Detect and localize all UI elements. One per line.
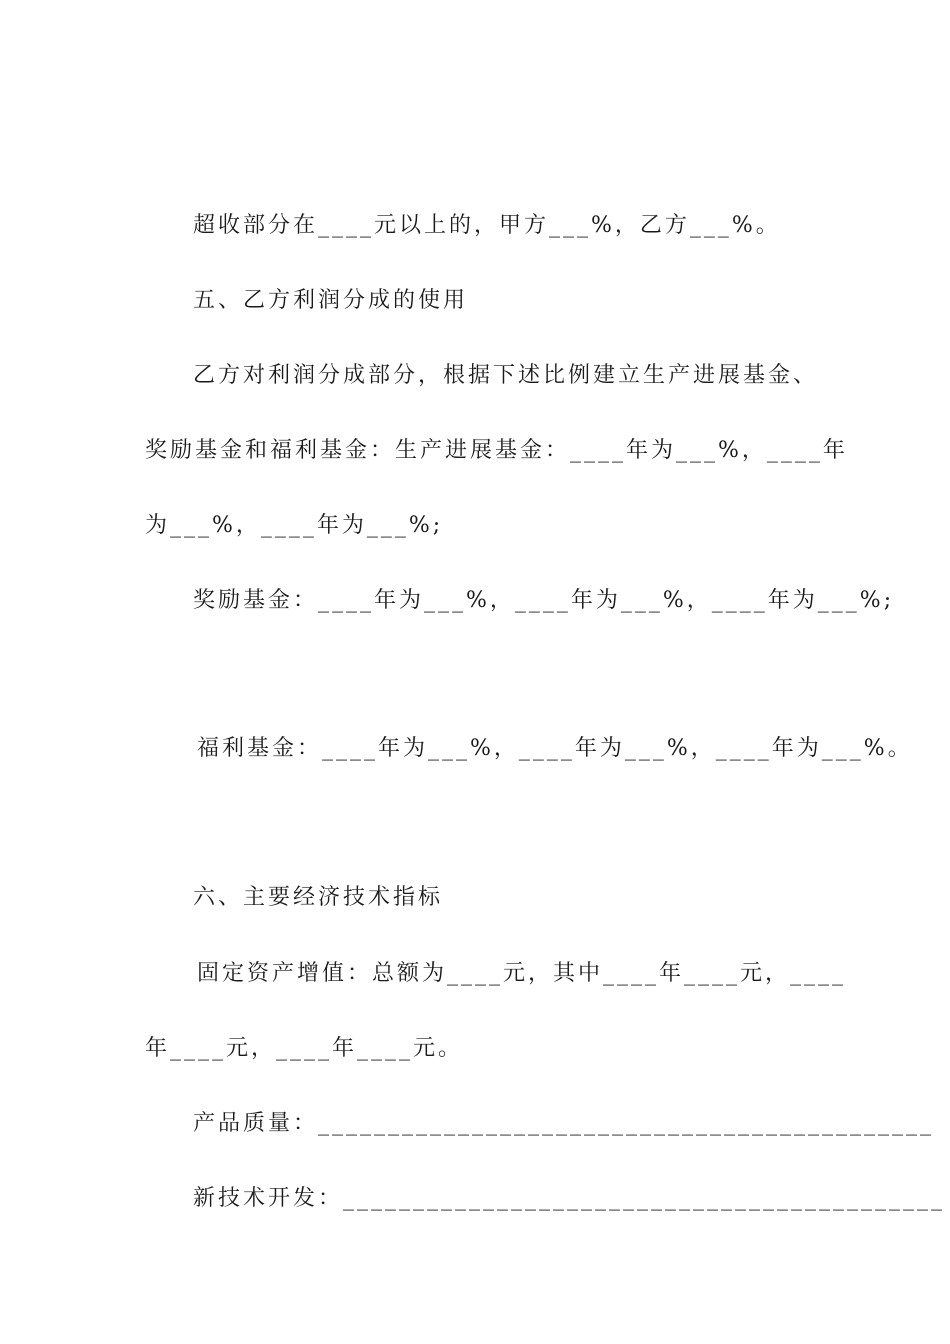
text-line-reward-fund: 奖励基金：____年为___%，____年为___%，____年为___%; xyxy=(193,588,895,613)
text-line-production-fund: 奖励基金和福利基金：生产进展基金：____年为___%，____年 xyxy=(145,438,848,463)
text-line-fixed-assets: 固定资产增值：总额为____元，其中____年____元，____ xyxy=(197,961,847,986)
text-line-product-quality: 产品质量：____________________________________________ xyxy=(193,1111,935,1136)
text-line-profit-usage: 乙方对利润分成部分，根据下述比例建立生产进展基金、 xyxy=(193,363,819,388)
text-line-production-fund-cont: 为___%，____年为___%; xyxy=(145,513,444,538)
text-line-new-tech: 新技术开发：___________________________________________ xyxy=(193,1186,946,1211)
section-heading-six: 六、主要经济技术指标 xyxy=(193,885,444,910)
text-line-fixed-assets-cont: 年____元，____年____元。 xyxy=(145,1036,464,1061)
text-line-excess-revenue: 超收部分在____元以上的，甲方___%，乙方___%。 xyxy=(193,213,781,238)
section-heading-five: 五、乙方利润分成的使用 xyxy=(193,288,469,313)
text-line-welfare-fund: 福利基金：____年为___%，____年为___%，____年为___%。 xyxy=(197,736,913,761)
